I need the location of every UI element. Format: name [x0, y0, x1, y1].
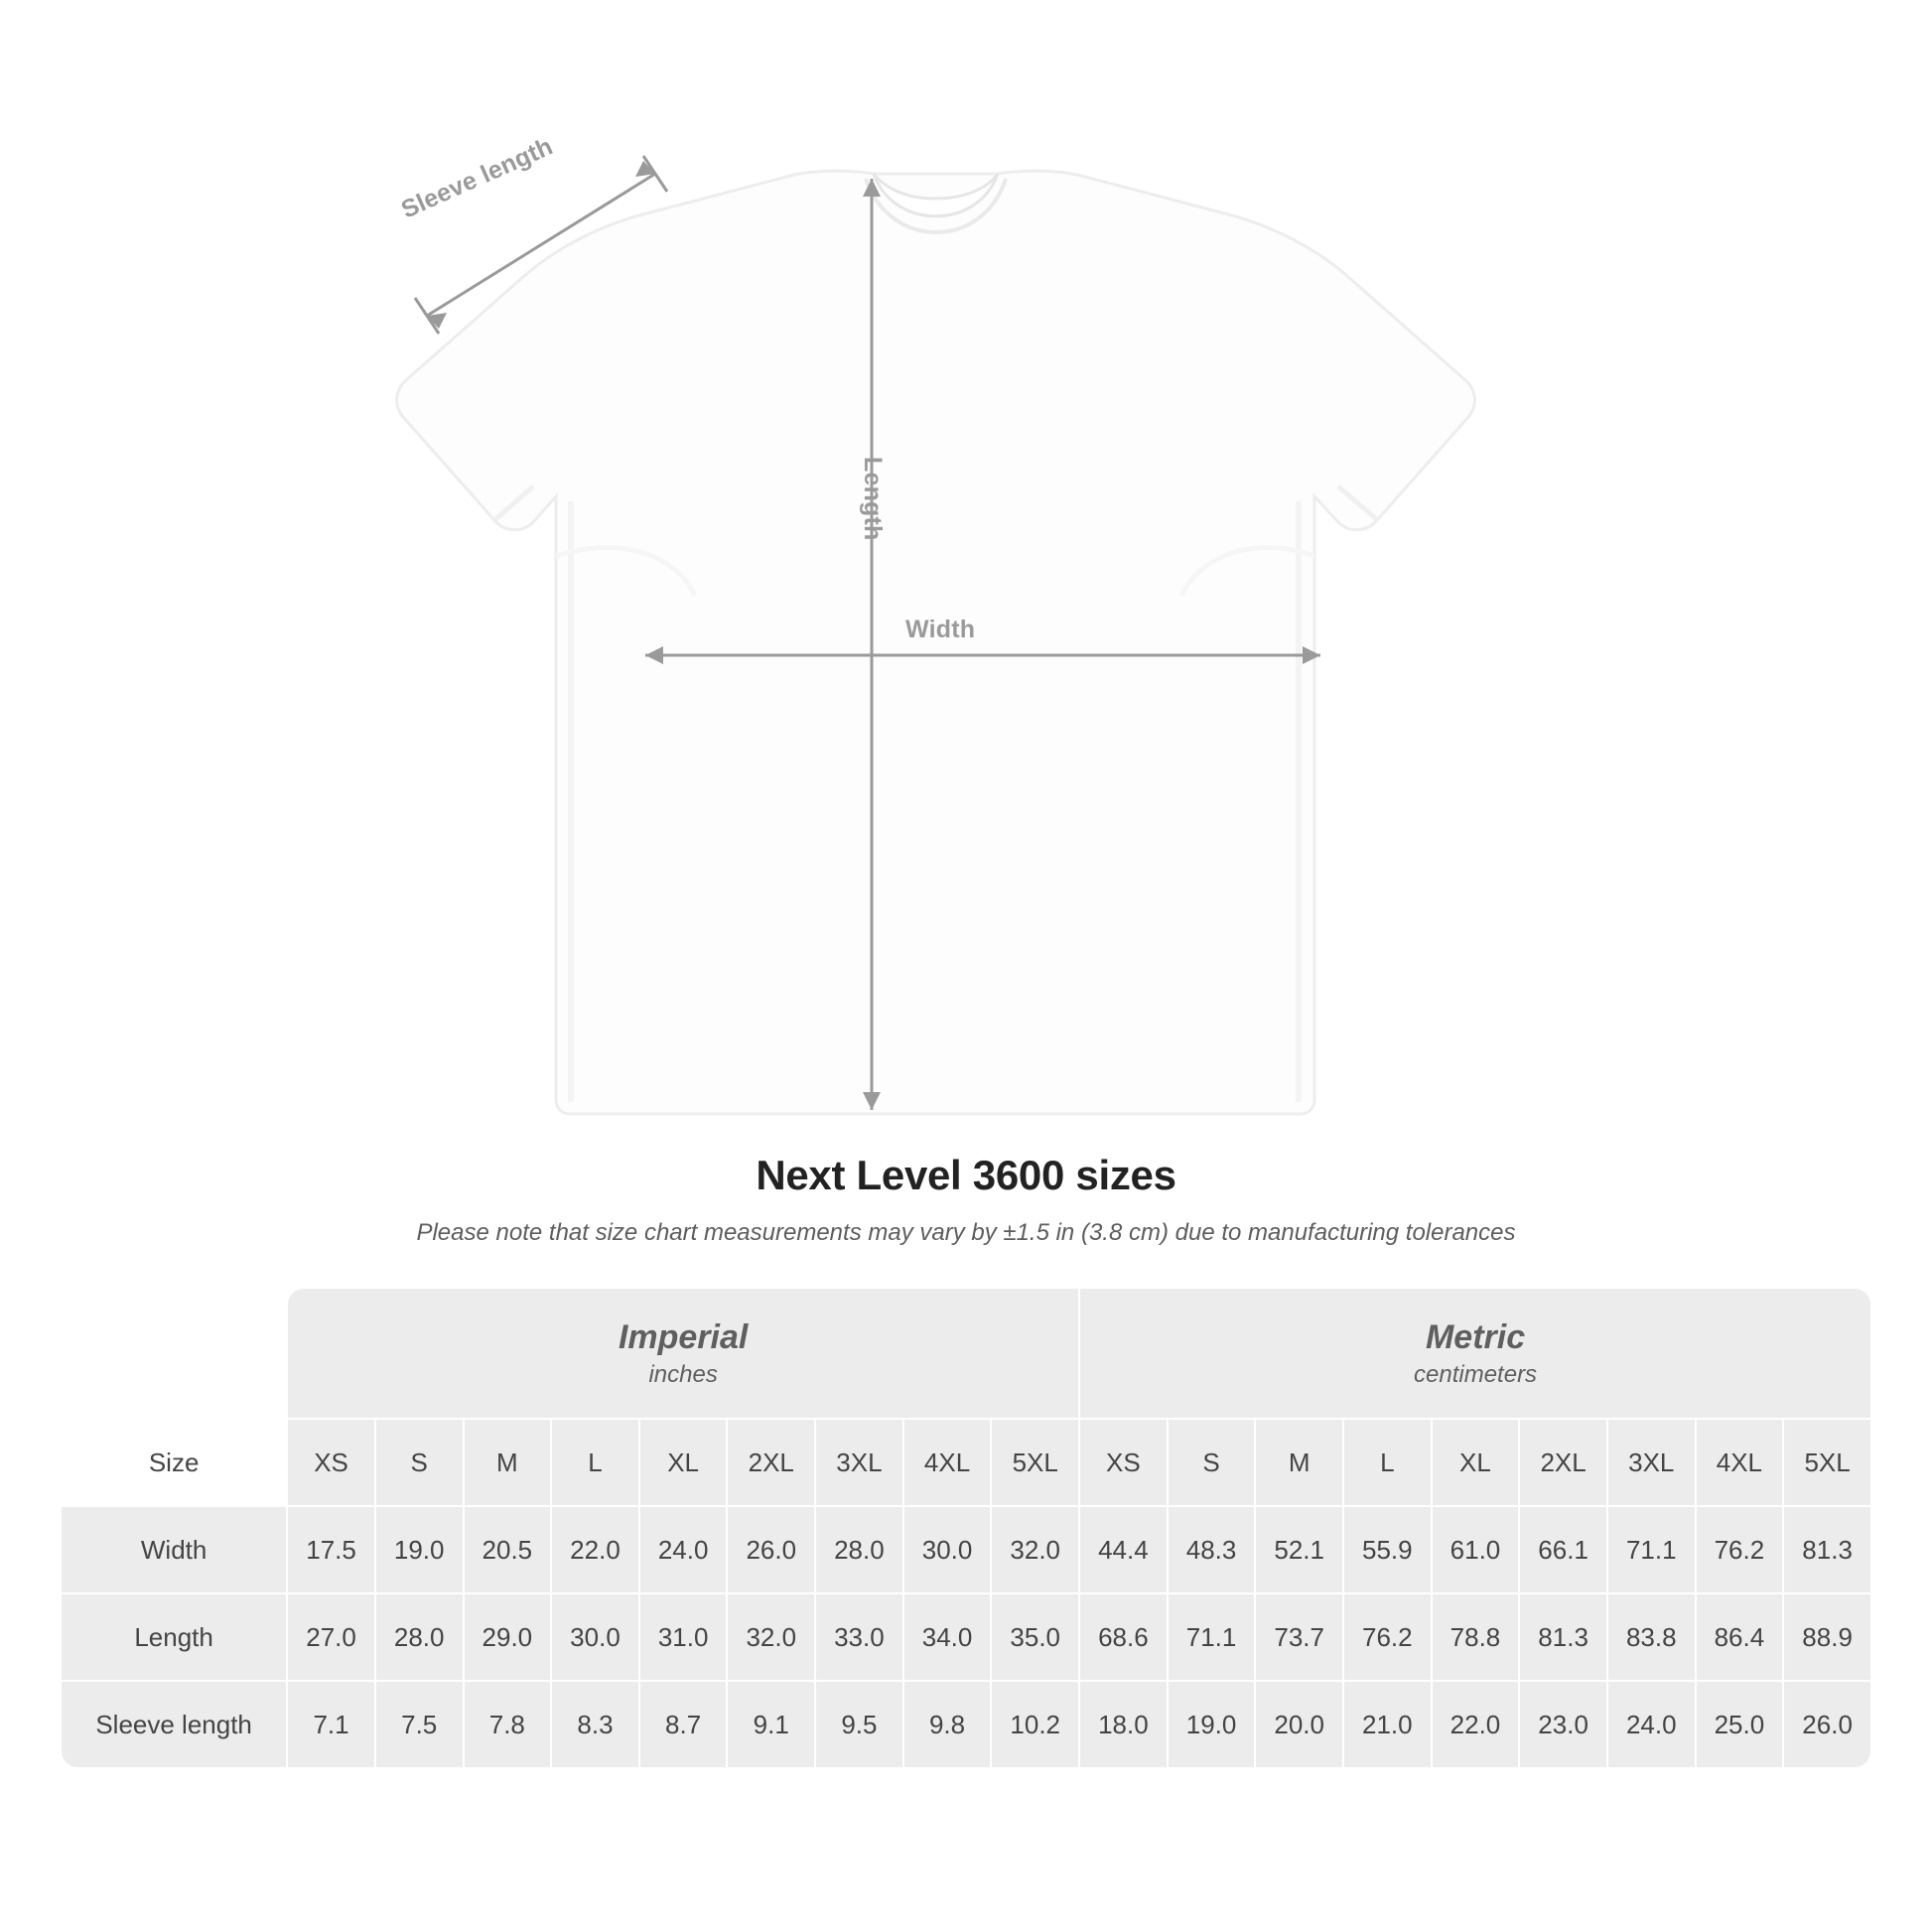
table-cell: 81.3 [1784, 1507, 1870, 1592]
size-header-cell: XS [1080, 1420, 1167, 1505]
table-cell: 24.0 [640, 1507, 727, 1592]
table-cell: 76.2 [1697, 1507, 1783, 1592]
size-header-cell: XL [1433, 1420, 1519, 1505]
table-cell: 10.2 [992, 1682, 1078, 1767]
unit-header-row [62, 1289, 1870, 1418]
size-header-cell: 4XL [904, 1420, 991, 1505]
table-cell: 9.1 [728, 1682, 814, 1767]
table-cell: 21.0 [1344, 1682, 1431, 1767]
table-cell: 68.6 [1080, 1594, 1167, 1680]
table-cell: 8.3 [552, 1682, 638, 1767]
size-label-cell: Size [62, 1420, 286, 1505]
size-header-cell: S [1169, 1420, 1255, 1505]
unit-group-imperial-name: Imperial [618, 1318, 749, 1357]
size-header-cell: 5XL [992, 1420, 1078, 1505]
table-cell: 25.0 [1697, 1682, 1783, 1767]
table-cell: 27.0 [288, 1594, 374, 1680]
table-row [62, 1594, 1870, 1680]
table-cell: 26.0 [728, 1507, 814, 1592]
size-header-cell: M [1256, 1420, 1342, 1505]
size-header-cell: 4XL [1697, 1420, 1783, 1505]
table-cell: 24.0 [1608, 1682, 1695, 1767]
table-cell: 76.2 [1344, 1594, 1431, 1680]
size-header-cell: XS [288, 1420, 374, 1505]
table-cell: 81.3 [1520, 1594, 1606, 1680]
size-header-cell: L [1344, 1420, 1431, 1505]
table-cell: 88.9 [1784, 1594, 1870, 1680]
table-cell: 86.4 [1697, 1594, 1783, 1680]
table-corner-cell [62, 1289, 286, 1418]
table-cell: 22.0 [552, 1507, 638, 1592]
table-cell: 29.0 [465, 1594, 551, 1680]
table-cell: 9.5 [816, 1682, 902, 1767]
table-cell: 66.1 [1520, 1507, 1606, 1592]
table-cell: 31.0 [640, 1594, 727, 1680]
row-label-sleeve-length: Sleeve length [62, 1682, 286, 1767]
tolerance-note: Please note that size chart measurements may vary by ±1.5 in (3.8 cm) due to manufacturing tolerances [416, 1219, 1516, 1246]
size-header-cell: S [376, 1420, 463, 1505]
size-header-cell: 5XL [1784, 1420, 1870, 1505]
unit-group-imperial-units: inches [648, 1360, 718, 1388]
table-cell: 28.0 [816, 1507, 902, 1592]
table-cell: 19.0 [376, 1507, 463, 1592]
title-block [0, 1152, 1932, 1247]
size-header-cell: XL [640, 1420, 727, 1505]
table-cell: 17.5 [288, 1507, 374, 1592]
table-cell: 28.0 [376, 1594, 463, 1680]
table-cell: 35.0 [992, 1594, 1078, 1680]
table-cell: 9.8 [904, 1682, 991, 1767]
width-annotation: Width [905, 616, 976, 643]
length-annotation: Length [859, 457, 887, 541]
table-cell: 83.8 [1608, 1594, 1695, 1680]
table-cell: 7.5 [376, 1682, 463, 1767]
table-cell: 18.0 [1080, 1682, 1167, 1767]
table-cell: 26.0 [1784, 1682, 1870, 1767]
size-header-cell: M [465, 1420, 551, 1505]
table-cell: 8.7 [640, 1682, 727, 1767]
table-cell: 44.4 [1080, 1507, 1167, 1592]
unit-group-imperial [288, 1289, 1078, 1418]
table-cell: 20.0 [1256, 1682, 1342, 1767]
unit-group-metric-name: Metric [1425, 1318, 1526, 1357]
size-header-cell: 3XL [1608, 1420, 1695, 1505]
table-cell: 48.3 [1169, 1507, 1255, 1592]
size-header-cell: 2XL [728, 1420, 814, 1505]
table-cell: 52.1 [1256, 1507, 1342, 1592]
size-table [60, 1287, 1872, 1769]
table-cell: 71.1 [1608, 1507, 1695, 1592]
table-cell: 55.9 [1344, 1507, 1431, 1592]
table-cell: 61.0 [1433, 1507, 1519, 1592]
row-label-width: Width [62, 1507, 286, 1592]
table-cell: 7.8 [465, 1682, 551, 1767]
table-cell: 30.0 [904, 1507, 991, 1592]
table-cell: 22.0 [1433, 1682, 1519, 1767]
size-table-wrapper [60, 1287, 1872, 1769]
table-cell: 71.1 [1169, 1594, 1255, 1680]
table-cell: 32.0 [728, 1594, 814, 1680]
table-cell: 73.7 [1256, 1594, 1342, 1680]
page-title: Next Level 3600 sizes [756, 1152, 1176, 1198]
size-header-cell: L [552, 1420, 638, 1505]
table-cell: 7.1 [288, 1682, 374, 1767]
table-row [62, 1682, 1870, 1767]
table-cell: 20.5 [465, 1507, 551, 1592]
size-header-row [62, 1420, 1870, 1505]
table-row [62, 1507, 1870, 1592]
table-cell: 30.0 [552, 1594, 638, 1680]
table-cell: 19.0 [1169, 1682, 1255, 1767]
table-cell: 78.8 [1433, 1594, 1519, 1680]
table-cell: 32.0 [992, 1507, 1078, 1592]
table-cell: 34.0 [904, 1594, 991, 1680]
sleeve-length-annotation: Sleeve length [397, 132, 558, 224]
table-cell: 23.0 [1520, 1682, 1606, 1767]
row-label-length: Length [62, 1594, 286, 1680]
table-cell: 33.0 [816, 1594, 902, 1680]
unit-group-metric-units: centimeters [1414, 1360, 1538, 1388]
size-header-cell: 3XL [816, 1420, 902, 1505]
size-header-cell: 2XL [1520, 1420, 1606, 1505]
unit-group-metric [1080, 1289, 1870, 1418]
